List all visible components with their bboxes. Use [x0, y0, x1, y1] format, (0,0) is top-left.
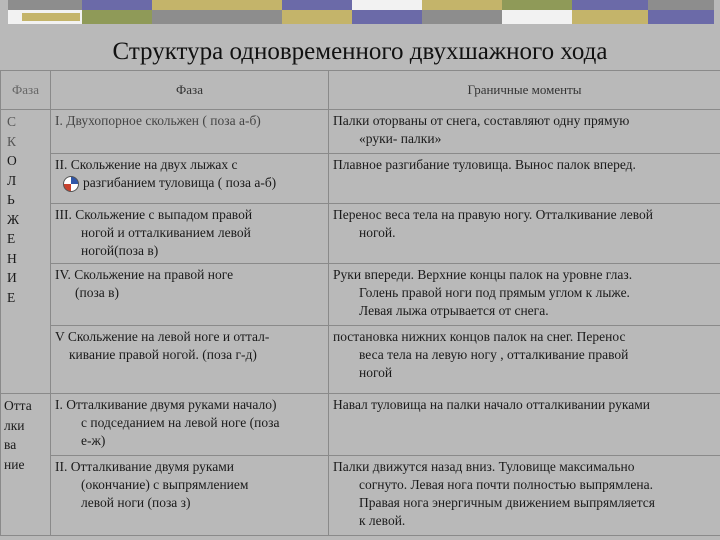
phase-line: разгибанием туловища ( поза а-б) — [83, 175, 277, 190]
moment-cell — [329, 394, 720, 456]
moment-line: Палки оторваны от снега, составляют одну прямую — [333, 113, 630, 128]
phase-line: (поза в) — [75, 285, 120, 300]
phase-cell — [51, 326, 329, 394]
moment-cell — [329, 264, 720, 326]
moment-line: Плавное разгибание туловища. Вынос палок вперед. — [333, 157, 636, 172]
period-letter: Ь — [7, 192, 15, 207]
phase-cell — [51, 154, 329, 204]
phase-line: левой ноги (поза з) — [81, 495, 191, 510]
phase-cell — [51, 394, 329, 456]
table-row — [1, 154, 720, 204]
period-letter: Е — [7, 289, 16, 305]
moment-line: ногой — [359, 365, 393, 380]
moment-line: «руки- палки» — [359, 131, 442, 146]
moment-line: постановка нижних концов палок на снег. Перенос — [333, 329, 626, 344]
period-letter: Л — [7, 172, 17, 188]
phase-line: II. Отталкивание двумя руками — [55, 459, 235, 474]
table-row — [1, 264, 720, 326]
phase-line: I. Отталкивание двумя руками начало) — [55, 397, 277, 412]
moment-line: Перенос веса тела на правую ногу. Отталкивание левой — [333, 207, 653, 222]
period-cell-sliding — [1, 110, 51, 394]
moment-line: согнуто. Левая нога почти полностью выпрямлена. — [359, 477, 653, 492]
phase-line: (окончание) с выпрямлением — [81, 477, 249, 492]
moment-line: Палки движутся назад вниз. Туловище максимально — [333, 459, 635, 474]
phase-line: ногой и отталкиванием левой — [81, 225, 251, 240]
table-row — [1, 394, 720, 456]
period-letter: К — [7, 133, 17, 149]
phase-line-with-icon — [55, 174, 324, 192]
phase-cell — [51, 204, 329, 264]
table-header-row — [1, 71, 720, 110]
slide-title: Структура одновременного двухшажного хода — [112, 38, 608, 65]
phase-cell — [51, 264, 329, 326]
period-fragment: Отта — [4, 398, 32, 413]
moment-line: ногой. — [359, 225, 396, 240]
period-letter: С — [7, 114, 17, 129]
period-letter: Е — [7, 231, 16, 246]
phase-cell — [51, 456, 329, 536]
phase-line: II. Скольжение на двух лыжах с — [55, 157, 238, 172]
moment-cell — [329, 204, 720, 264]
phase-line: с подседанием на левой ноге (поза — [81, 415, 280, 430]
moment-line: Навал туловища на палки начало отталкивании руками — [333, 397, 650, 412]
ski-phase-table — [0, 70, 720, 536]
header-col-period: Фаза — [1, 71, 51, 110]
phase-line: кивание правой ногой. (поза г-д) — [69, 347, 257, 362]
header-col-phase: Фаза — [51, 71, 329, 110]
period-fragment: ние — [4, 456, 25, 472]
phase-line: ногой(поза в) — [81, 243, 159, 258]
phase-text: I. Двухопорное скольжен ( поза а-б) — [55, 113, 261, 128]
period-fragment: лки — [4, 417, 25, 433]
phase-line: IV. Скольжение на правой ноге — [55, 267, 234, 282]
period-cell-push — [1, 394, 51, 536]
moment-cell — [329, 326, 720, 394]
phase-line: V Скольжение на левой ноге и оттал- — [55, 329, 270, 344]
phase-line: III. Скольжение с выпадом правой — [55, 207, 253, 222]
moment-cell — [329, 110, 720, 154]
period-letter: О — [7, 153, 17, 168]
table-row — [1, 110, 720, 154]
phase-line: е-ж) — [81, 433, 106, 448]
moment-line: веса тела на левую ногу , отталкивание правой — [359, 347, 629, 362]
moment-line: Правая нога энергичным движением выпрямляется — [359, 495, 656, 510]
period-fragment: ва — [4, 437, 17, 452]
moment-line: Голень правой ноги под прямым углом к лыже. — [359, 285, 630, 300]
table-row — [1, 456, 720, 536]
table-row — [1, 204, 720, 264]
period-letter: Ж — [7, 211, 20, 227]
header-col-moments: Граничные моменты — [329, 71, 720, 110]
moment-cell — [329, 456, 720, 536]
period-letter: И — [7, 270, 17, 285]
decorative-header-bands — [0, 0, 720, 36]
moment-cell — [329, 154, 720, 204]
slide-object-icon[interactable] — [63, 176, 79, 192]
moment-line: Руки впереди. Верхние концы палок на уровне глаз. — [333, 267, 633, 282]
moment-line: Левая лыжа отрывается от снега. — [359, 303, 549, 318]
moment-line: к левой. — [359, 513, 406, 528]
table-row — [1, 326, 720, 394]
phase-cell — [51, 110, 329, 154]
period-letter: Н — [7, 250, 17, 266]
